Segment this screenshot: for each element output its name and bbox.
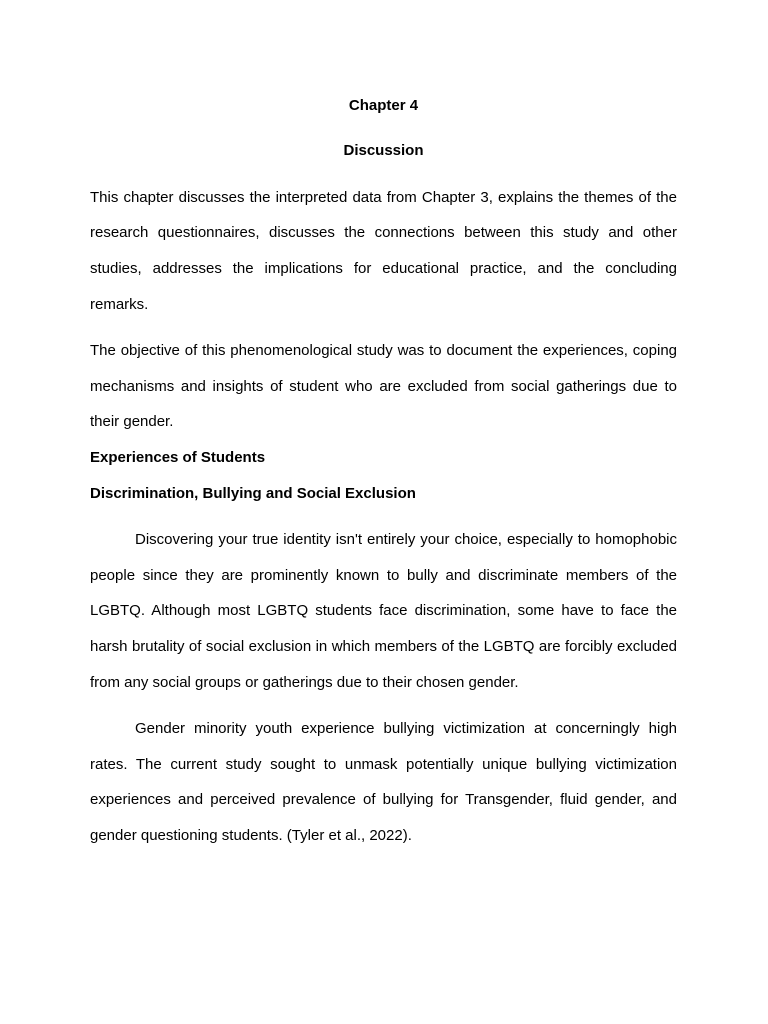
body-paragraph: Gender minority youth experience bullying victimization at concerningly high rates. The current study sought to unmask potentially unique bullying victimization experiences and perceived prevalence of bullying for Transgender, fluid gender, and gender questioning students. (Tyler et al., 2022). [90, 719, 677, 845]
section-heading: Experiences of Students [90, 449, 266, 467]
page-title: Discussion [343, 142, 424, 160]
document-page [90, 88, 677, 854]
subsection-heading: Discrimination, Bullying and Social Exclusion [90, 484, 416, 502]
objective-paragraph: The objective of this phenomenological study was to document the experiences, coping mechanisms and insights of student who are excluded from social gatherings due to their gender. [90, 341, 677, 431]
body-paragraph: Discovering your true identity isn't entirely your choice, especially to homophobic people since they are prominently known to bully and discriminate members of the LGBTQ. Although most LGBTQ students face discrimination, some have to face the harsh brutality of social exclusion in which members of the LGBTQ are forcibly excluded from any social groups or gatherings due to their chosen gender. [90, 530, 677, 691]
intro-paragraph: This chapter discusses the interpreted data from Chapter 3, explains the themes of the research questionnaires, discusses the connections between this study and other studies, addresses the implications for educational practice, and the concluding remarks. [90, 188, 677, 313]
chapter-label: Chapter 4 [348, 97, 419, 114]
